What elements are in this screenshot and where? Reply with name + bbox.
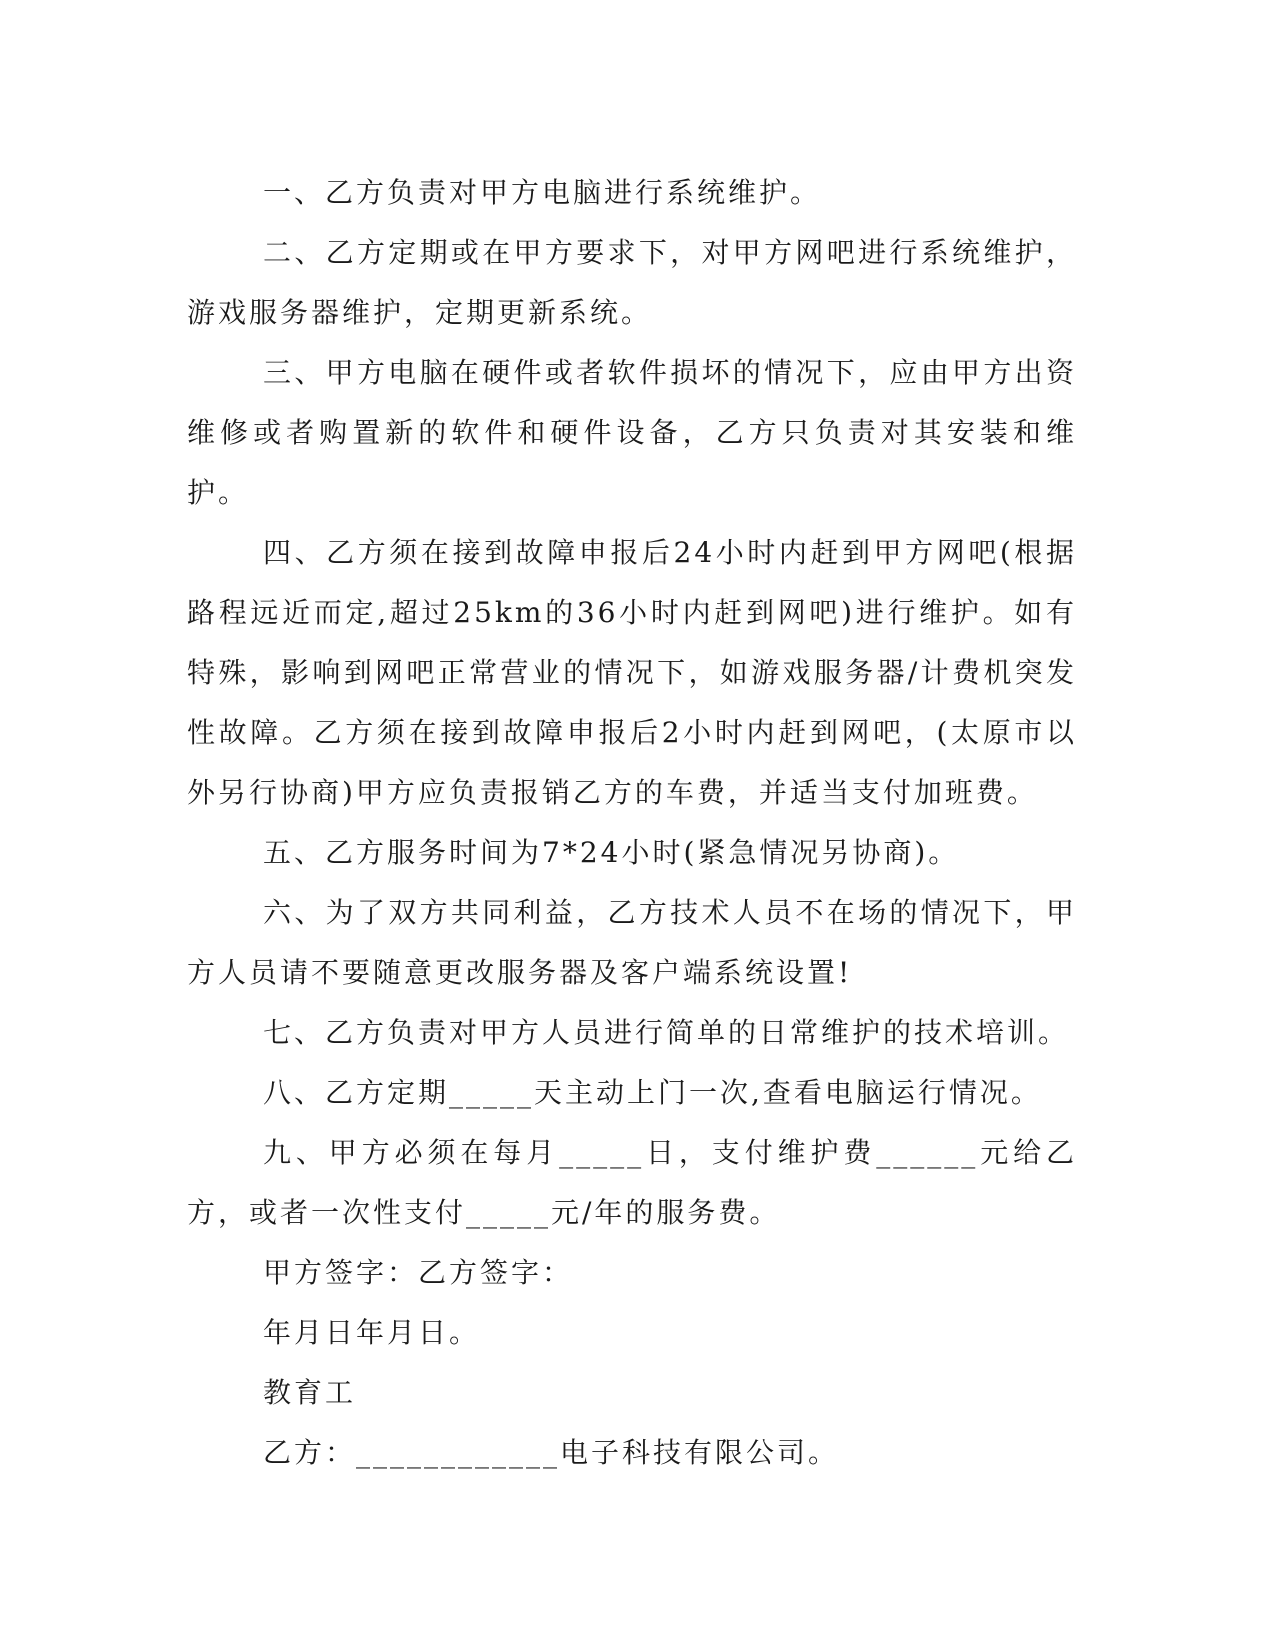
clause-9: 九、甲方必须在每月_____日，支付维护费______元给乙方，或者一次性支付_____元/年的服务费。 <box>187 1136 1077 1229</box>
party-b-company-line: 乙方：____________电子科技有限公司。 <box>263 1436 840 1469</box>
signature-line: 甲方签字：乙方签字： <box>263 1256 574 1289</box>
document-body <box>187 163 1077 1483</box>
clause-2: 二、乙方定期或在甲方要求下，对甲方网吧进行系统维护，游戏服务器维护，定期更新系统。 <box>187 236 1077 329</box>
fragment-line: 教育工 <box>263 1376 357 1409</box>
clause-1: 一、乙方负责对甲方电脑进行系统维护。 <box>263 176 822 209</box>
clause-6: 六、为了双方共同利益，乙方技术人员不在场的情况下，甲方人员请不要随意更改服务器及客户端系统设置! <box>187 896 1077 989</box>
clause-7: 七、乙方负责对甲方人员进行简单的日常维护的技术培训。 <box>263 1016 1070 1049</box>
clause-3: 三、甲方电脑在硬件或者软件损坏的情况下，应由甲方出资维修或者购置新的软件和硬件设备，乙方只负责对其安装和维护。 <box>187 356 1077 509</box>
clause-4: 四、乙方须在接到故障申报后24小时内赶到甲方网吧(根据路程远近而定,超过25km的36小时内赶到网吧)进行维护。如有特殊，影响到网吧正常营业的情况下，如游戏服务器/计费机突发性故障。乙方须在接到故障申报后2小时内赶到网吧，(太原市以外另行协商)甲方应负责报销乙方的车费，并适当支付加班费。 <box>187 536 1077 809</box>
clause-8: 八、乙方定期_____天主动上门一次,查看电脑运行情况。 <box>263 1076 1042 1109</box>
clause-5: 五、乙方服务时间为7*24小时(紧急情况另协商)。 <box>263 836 960 869</box>
date-line: 年月日年月日。 <box>263 1316 481 1349</box>
